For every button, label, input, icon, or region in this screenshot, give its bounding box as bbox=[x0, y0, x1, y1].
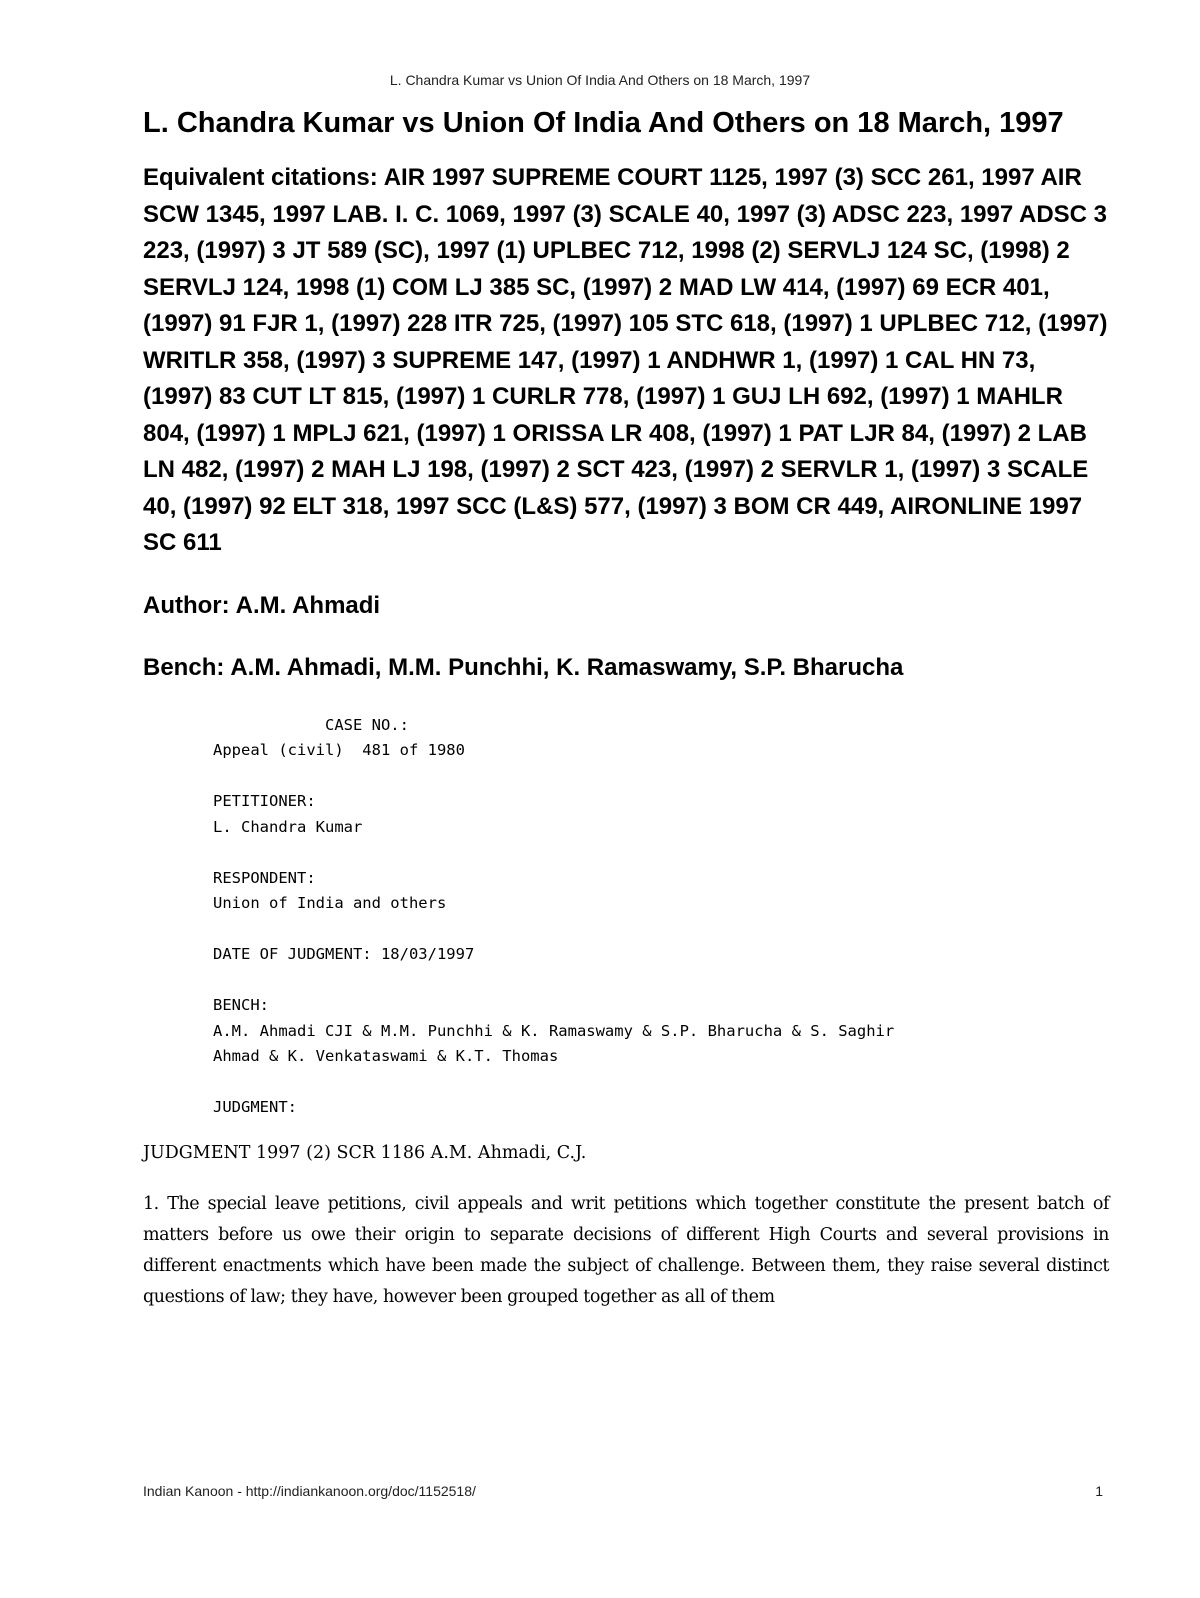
bench-value: A.M. Ahmadi, M.M. Punchhi, K. Ramaswamy, S.P. Bharucha bbox=[230, 654, 904, 681]
bench bbox=[143, 650, 1109, 687]
document-body bbox=[143, 102, 1109, 1313]
case-info-block: CASE NO.: Appeal (civil) 481 of 1980 PETITIONER: L. Chandra Kumar RESPONDENT: Union of India and others DATE OF JUDGMENT: 18/03/1997 BENCH: A.M. Ahmadi CJI & M.M. Punchhi & K. Ramaswamy & S.P. Bharucha & S. Saghir Ahmad & K. Venkataswami & K.T. Thomas JUDGMENT: bbox=[213, 715, 895, 1116]
judgment-heading: JUDGMENT 1997 (2) SCR 1186 A.M. Ahmadi, C.J. bbox=[143, 1142, 587, 1163]
author-label: Author: bbox=[143, 591, 230, 619]
author-value: A.M. Ahmadi bbox=[235, 591, 381, 619]
page-footer bbox=[143, 1483, 1109, 1499]
author bbox=[143, 588, 1109, 625]
equivalent-citations bbox=[143, 160, 1109, 562]
running-header: L. Chandra Kumar vs Union Of India And Others on 18 March, 1997 bbox=[389, 72, 811, 88]
citations-value: AIR 1997 SUPREME COURT 1125, 1997 (3) SCC 261, 1997 AIR SCW 1345, 1997 LAB. I. C. 1069, 1997 (3) SCALE 40, 1997 (3) ADSC 223, 1997 ADSC 3 223, (1997) 3 JT 589 (SC), 1997 (1) UPLBEC 712, 1998 (2) SERVLJ 124 SC, (1998) 2 SERVLJ 124, 1998 (1) COM LJ 385 SC, (1997) 2 MAD LW 414, (1997) 69 ECR 401, (1997) 91 FJR 1, (1997) 228 ITR 725, (1997) 105 STC 618, (1997) 1 UPLBEC 712, (1997) WRITLR 358, (1997) 3 SUPREME 147, (1997) 1 ANDHWR 1, (1997) 1 CAL HN 73, (1997) 83 CUT LT 815, (1997) 1 CURLR 778, (1997) 1 GUJ LH 692, (1997) 1 MAHLR 804, (1997) 1 MPLJ 621, (1997) 1 ORISSA LR 408, (1997) 1 PAT LJR 84, (1997) 2 LAB LN 482, (1997) 2 MAH LJ 198, (1997) 2 SCT 423, (1997) 2 SERVLR 1, (1997) 3 SCALE 40, (1997) 92 ELT 318, 1997 SCC (L&S) 577, (1997) 3 BOM CR 449, AIRONLINE 1997 SC 611 bbox=[143, 164, 1108, 556]
footer-source: Indian Kanoon - http://indiankanoon.org/doc/1152518/ bbox=[143, 1483, 476, 1499]
document-title: L. Chandra Kumar vs Union Of India And Others on 18 March, 1997 bbox=[143, 107, 1064, 139]
page-number: 1 bbox=[1095, 1483, 1103, 1499]
bench-label: Bench: bbox=[143, 654, 225, 681]
paragraph-1: 1. The special leave petitions, civil appeals and writ petitions which together constitute the present batch of matters before us owe their origin to separate decisions of different High Courts and several provisions in different enactments which have been made the subject of challenge. Between them, they raise several distinct questions of law; they have, however been grouped together as all of them bbox=[143, 1193, 1109, 1307]
citations-label: Equivalent citations: bbox=[143, 164, 378, 191]
